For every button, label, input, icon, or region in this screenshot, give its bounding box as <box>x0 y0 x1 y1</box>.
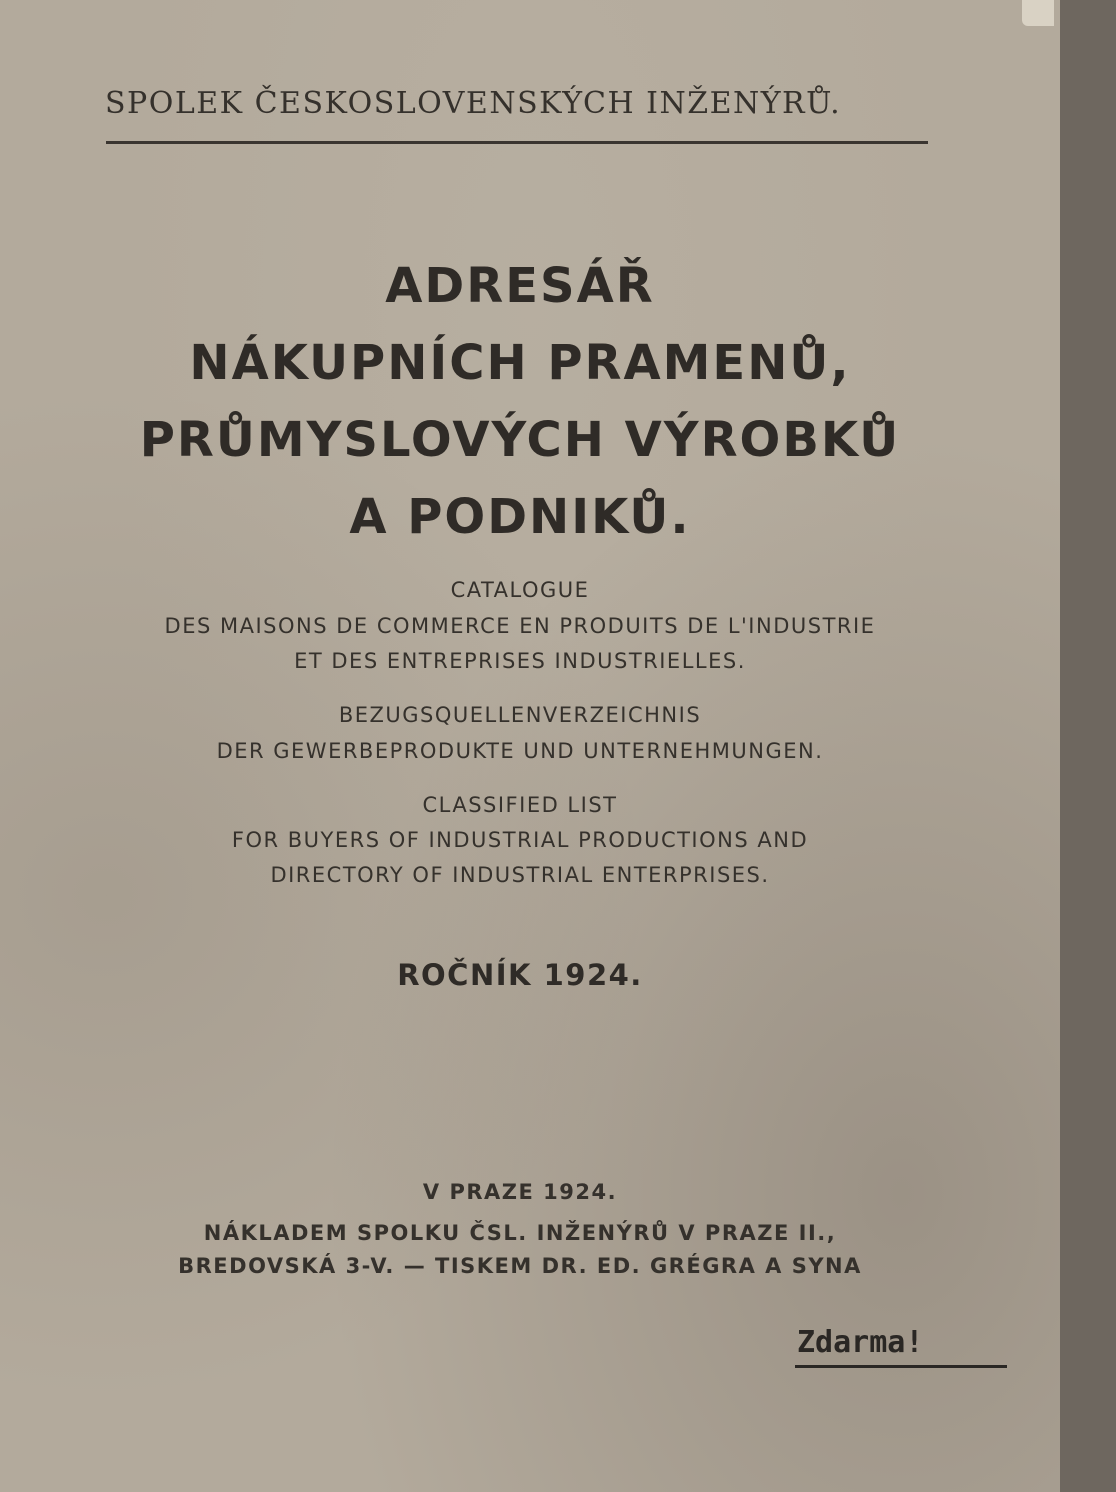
stamp-underline <box>795 1365 1007 1368</box>
society-header: SPOLEK ČESKOSLOVENSKÝCH INŽENÝRŮ. <box>105 86 842 121</box>
free-stamp: Zdarma! <box>797 1325 924 1360</box>
imprint-publisher: NÁKLADEM SPOLKU ČSL. INŽENÝRŮ V PRAZE II., <box>203 1221 837 1245</box>
title-line-1: ADRESÁŘ <box>385 258 655 314</box>
title-line-2: NÁKUPNÍCH PRAMENŮ, <box>189 335 851 391</box>
english-subtitle-line-2: FOR BUYERS OF INDUSTRIAL PRODUCTIONS AND <box>231 828 809 852</box>
edition-year: ROČNÍK 1924. <box>397 958 643 992</box>
french-subtitle-line-1: CATALOGUE <box>450 578 590 602</box>
french-subtitle-line-2: DES MAISONS DE COMMERCE EN PRODUITS DE L'INDUSTRIE <box>164 614 876 638</box>
english-subtitle-line-3: DIRECTORY OF INDUSTRIAL ENTERPRISES. <box>270 863 770 887</box>
header-rule <box>106 141 928 144</box>
german-subtitle-line-2: DER GEWERBEPRODUKTE UND UNTERNEHMUNGEN. <box>216 739 824 763</box>
french-subtitle-line-3: ET DES ENTREPRISES INDUSTRIELLES. <box>294 649 746 673</box>
imprint-printer: BREDOVSKÁ 3-V. — TISKEM DR. ED. GRÉGRA A SYNA <box>178 1254 862 1278</box>
german-subtitle-line-1: BEZUGSQUELLENVERZEICHNIS <box>338 703 702 727</box>
title-line-3: PRŮMYSLOVÝCH VÝROBKŮ <box>139 412 901 468</box>
title-line-4: A PODNIKŮ. <box>349 489 691 545</box>
torn-corner <box>1022 0 1054 26</box>
imprint-place-year: V PRAZE 1924. <box>422 1180 618 1204</box>
english-subtitle-line-1: CLASSIFIED LIST <box>422 793 618 817</box>
background-edge <box>1060 0 1116 1492</box>
